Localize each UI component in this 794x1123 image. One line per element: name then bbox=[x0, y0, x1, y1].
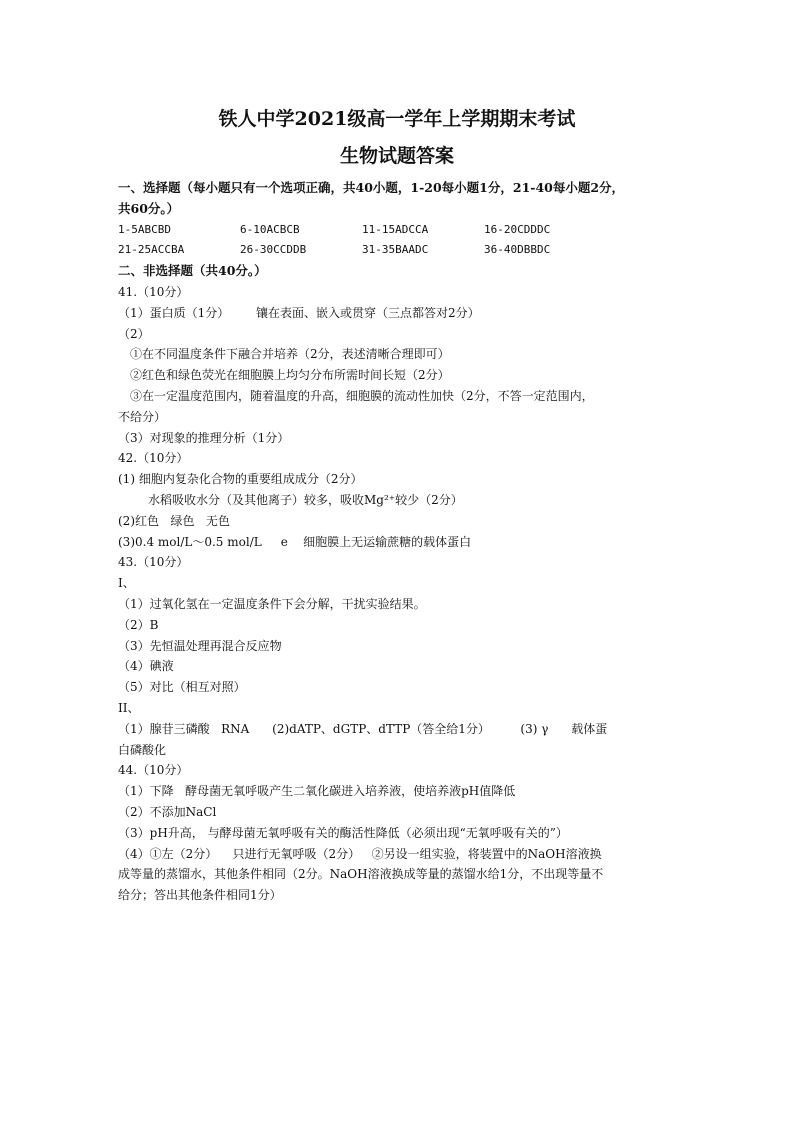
mc-answer-group: 26-30CCDDB bbox=[240, 243, 307, 257]
q43-answer-1: （1）过氧化氢在一定温度条件下会分解，干扰实验结果。 bbox=[118, 596, 426, 611]
mc-answers-row-2 bbox=[118, 240, 678, 261]
mc-answer-group: 16-20CDDDC bbox=[484, 222, 551, 236]
answer-content bbox=[118, 178, 678, 906]
q43-answer-5: （5）对比（相互对照） bbox=[118, 680, 246, 695]
mc-answer-group: 1-5ABCBD bbox=[118, 222, 171, 236]
q43-number: 43.（10分） bbox=[118, 555, 189, 570]
q44-answer-3: （3）pH升高， 与酵母菌无氧呼吸有关的酶活性降低（必须出现“无氧呼吸有关的”） bbox=[118, 825, 568, 840]
mc-answer-group: 31-35BAADC bbox=[362, 243, 429, 257]
q41-answer-2-3: ③在一定温度范围内，随着温度的升高，细胞膜的流动性加快（2分，不答一定范围内， bbox=[130, 388, 594, 403]
mc-answer-group: 21-25ACCBA bbox=[118, 243, 185, 257]
q43-part-2: II、 bbox=[118, 700, 140, 715]
q44-answer-4: （4）①左（2分） 只进行无氧呼吸（2分） ②另设一组实验，将装置中的NaOH溶液换 bbox=[118, 846, 602, 861]
q41-answer-2: （2） bbox=[118, 326, 150, 341]
q43-answer-2: （2）B bbox=[118, 617, 159, 632]
q42-answer-3: (3)0.4 mol/L～0.5 mol/L e 细胞膜上无运输蔗糖的载体蛋白 bbox=[118, 534, 472, 549]
q43-answer-4: （4）碘液 bbox=[118, 659, 174, 674]
q44-number: 44.（10分） bbox=[118, 763, 189, 778]
q43-part-2-answer: （1）腺苷三磷酸 RNA (2)dATP、dGTP、dTTP（答全给1分） (3) γ 载体蛋 bbox=[118, 721, 608, 736]
q43-part-1: I、 bbox=[118, 576, 135, 591]
q44-answer-4-cont: 成等量的蒸馏水，其他条件相同（2分。NaOH溶液换成等量的蒸馏水给1分，不出现等量不 bbox=[118, 867, 604, 882]
mc-answer-group: 36-40DBBDC bbox=[484, 243, 551, 257]
q43-part-2-answer-cont: 白磷酸化 bbox=[118, 742, 167, 757]
q42-number: 42.（10分） bbox=[118, 451, 189, 466]
mc-answers-row-1 bbox=[118, 220, 678, 241]
page-title: 铁人中学2021级高一学年上学期期末考试 bbox=[218, 108, 576, 130]
q41-answer-2-2: ②红色和绿色荧光在细胞膜上均匀分布所需时间长短（2分） bbox=[130, 368, 450, 383]
q41-number: 41.（10分） bbox=[118, 284, 189, 299]
page-subtitle: 生物试题答案 bbox=[339, 145, 454, 167]
q41-answer-1: （1）蛋白质（1分） 镶在表面、嵌入或贯穿（三点都答对2分） bbox=[118, 305, 480, 320]
q44-answer-4-cont-2: 给分；答出其他条件相同1分） bbox=[118, 888, 282, 903]
section2-heading: 二、非选择题（共40分。） bbox=[118, 263, 267, 279]
section1-heading: 一、选择题（每小题只有一个选项正确，共40小题，1-20每小题1分，21-40每小题2分， bbox=[118, 180, 625, 195]
mc-answer-group: 11-15ADCCA bbox=[362, 222, 429, 236]
mc-answer-group: 6-10ACBCB bbox=[240, 222, 300, 236]
q41-answer-2-1: ①在不同温度条件下融合并培养（2分，表述清晰合理即可） bbox=[130, 347, 450, 362]
section1-heading-cont: 共60分。） bbox=[118, 200, 180, 216]
q42-answer-1-cont: 水稻吸收水分（及其他离子）较多，吸收Mg²⁺较少（2分） bbox=[148, 492, 463, 507]
q44-answer-2: （2）不添加NaCl bbox=[118, 804, 217, 819]
q41-answer-2-3-cont: 不给分） bbox=[118, 409, 167, 424]
q42-answer-2: (2)红色 绿色 无色 bbox=[118, 513, 230, 528]
q42-answer-1: (1) 细胞内复杂化合物的重要组成成分（2分） bbox=[118, 472, 363, 487]
q41-answer-3: （3）对现象的推理分析（1分） bbox=[118, 430, 290, 445]
q43-answer-3: （3）先恒温处理再混合反应物 bbox=[118, 638, 282, 653]
q44-answer-1: （1）下降 酵母菌无氧呼吸产生二氧化碳进入培养液，使培养液pH值降低 bbox=[118, 784, 516, 799]
